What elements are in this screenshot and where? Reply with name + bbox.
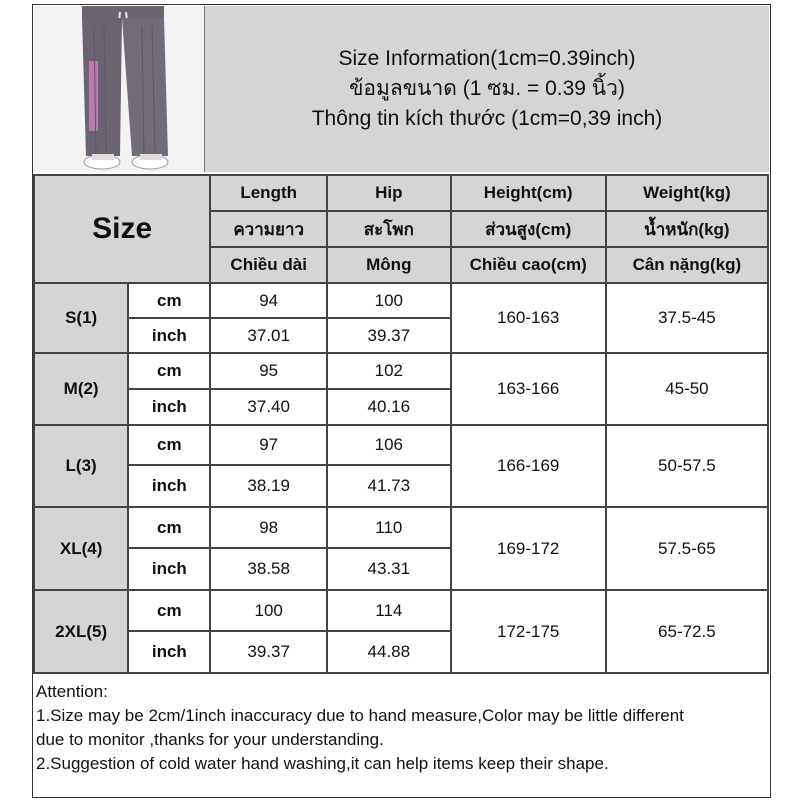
- size-label: S(1): [34, 283, 128, 353]
- unit-inch: inch: [128, 548, 210, 590]
- hip-inch: 44.88: [327, 631, 451, 673]
- unit-inch: inch: [128, 631, 210, 673]
- header-weight-thai: น้ำหนัก(kg): [606, 211, 768, 247]
- header-height-vi: Chiều cao(cm): [451, 247, 606, 283]
- header-hip-thai: สะโพก: [327, 211, 451, 247]
- table-row: [34, 283, 768, 318]
- size-info-vietnamese: Thông tin kích thước (1cm=0,39 inch): [311, 107, 663, 130]
- header-hip: Hip: [327, 175, 451, 211]
- header-hip-vi: Mông: [327, 247, 451, 283]
- header-length-thai: ความยาว: [210, 211, 327, 247]
- header-length: Length: [210, 175, 327, 211]
- length-cm: 98: [210, 507, 327, 548]
- length-inch: 38.19: [210, 465, 327, 507]
- length-inch: 38.58: [210, 548, 327, 590]
- size-info-english: Size Information(1cm=0.39inch): [338, 47, 636, 70]
- table-row: [34, 507, 768, 548]
- unit-cm: cm: [128, 425, 210, 465]
- attention-note-2: 2.Suggestion of cold water hand washing,it can help items keep their shape.: [36, 754, 609, 773]
- size-table: [33, 174, 769, 674]
- unit-cm: cm: [128, 590, 210, 631]
- table-row: [34, 590, 768, 631]
- table-row: [34, 425, 768, 465]
- height-range: 163-166: [451, 353, 606, 425]
- pants-illustration: [34, 6, 204, 172]
- header-row-english: [34, 175, 768, 211]
- unit-cm: cm: [128, 353, 210, 389]
- length-cm: 95: [210, 353, 327, 389]
- size-label: M(2): [34, 353, 128, 425]
- unit-inch: inch: [128, 389, 210, 425]
- length-inch: 37.40: [210, 389, 327, 425]
- size-label: L(3): [34, 425, 128, 507]
- unit-cm: cm: [128, 507, 210, 548]
- length-cm: 97: [210, 425, 327, 465]
- header-length-vi: Chiều dài: [210, 247, 327, 283]
- attention-title: Attention:: [36, 682, 108, 701]
- header-weight-vi: Cân nặng(kg): [606, 247, 768, 283]
- size-header: Size: [34, 175, 210, 283]
- height-range: 172-175: [451, 590, 606, 673]
- header-weight: Weight(kg): [606, 175, 768, 211]
- unit-inch: inch: [128, 465, 210, 507]
- attention-notes: [36, 680, 766, 776]
- header-height-thai: ส่วนสูง(cm): [451, 211, 606, 247]
- weight-range: 50-57.5: [606, 425, 768, 507]
- height-range: 160-163: [451, 283, 606, 353]
- weight-range: 37.5-45: [606, 283, 768, 353]
- length-cm: 100: [210, 590, 327, 631]
- length-inch: 39.37: [210, 631, 327, 673]
- size-info-header: [205, 6, 769, 172]
- hip-cm: 114: [327, 590, 451, 631]
- header-height: Height(cm): [451, 175, 606, 211]
- hip-inch: 41.73: [327, 465, 451, 507]
- product-photo: [34, 6, 205, 172]
- length-inch: 37.01: [210, 318, 327, 353]
- size-label: 2XL(5): [34, 590, 128, 673]
- hip-inch: 43.31: [327, 548, 451, 590]
- hip-cm: 106: [327, 425, 451, 465]
- attention-note-1a: 1.Size may be 2cm/1inch inaccuracy due to hand measure,Color may be little different: [36, 706, 684, 725]
- height-range: 166-169: [451, 425, 606, 507]
- hip-cm: 100: [327, 283, 451, 318]
- weight-range: 45-50: [606, 353, 768, 425]
- hip-inch: 40.16: [327, 389, 451, 425]
- height-range: 169-172: [451, 507, 606, 590]
- hip-cm: 102: [327, 353, 451, 389]
- hip-cm: 110: [327, 507, 451, 548]
- weight-range: 65-72.5: [606, 590, 768, 673]
- size-info-thai: ข้อมูลขนาด (1 ซม. = 0.39 นิ้ว): [349, 77, 625, 100]
- size-label: XL(4): [34, 507, 128, 590]
- hip-inch: 39.37: [327, 318, 451, 353]
- length-cm: 94: [210, 283, 327, 318]
- attention-note-1b: due to monitor ,thanks for your understanding.: [36, 730, 384, 749]
- table-row: [34, 353, 768, 389]
- weight-range: 57.5-65: [606, 507, 768, 590]
- unit-inch: inch: [128, 318, 210, 353]
- unit-cm: cm: [128, 283, 210, 318]
